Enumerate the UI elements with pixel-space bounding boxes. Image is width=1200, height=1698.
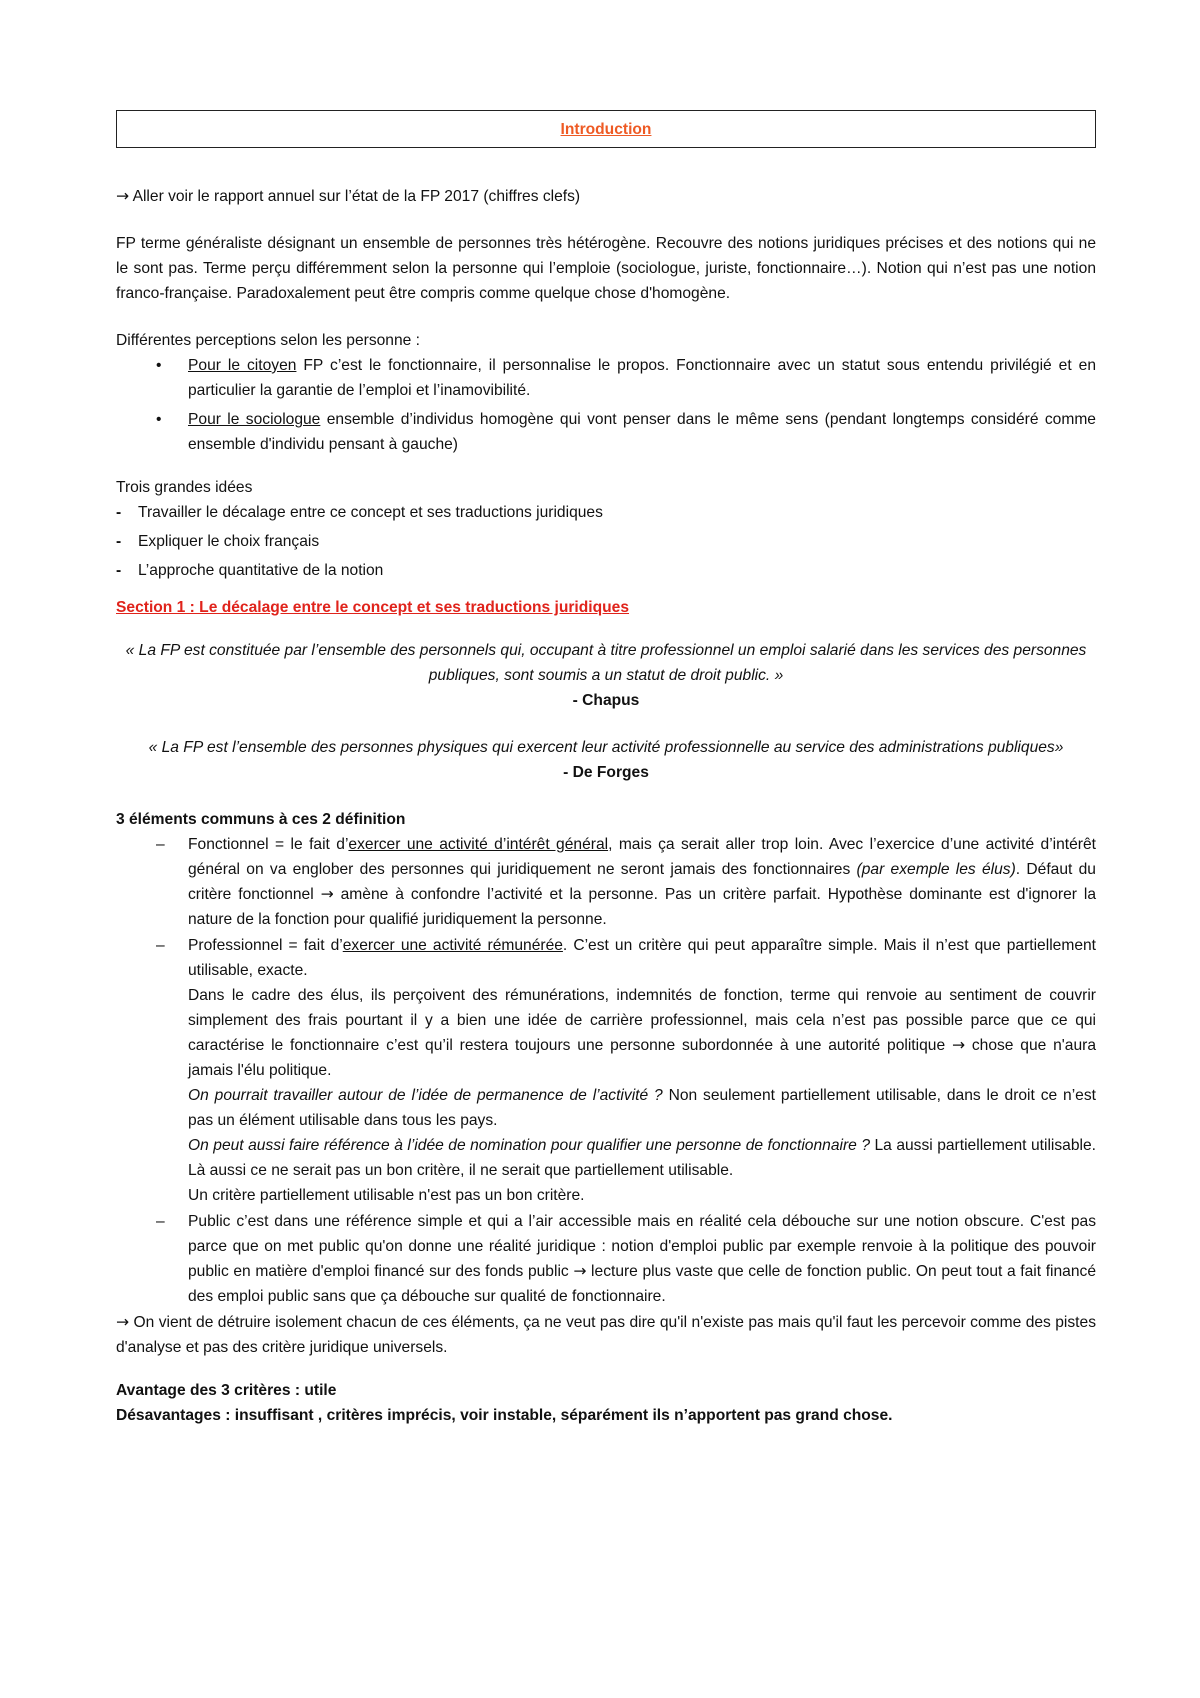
quote-de-forges: « La FP est l’ensemble des personnes physiques qui exercent leur activité professionnelle au service des administrations publiques» (148, 739, 1064, 756)
criterion-text: . Défaut du critère fonctionnel (188, 861, 1096, 903)
ideas-list (116, 500, 1096, 583)
arrow-right-icon: → (116, 187, 130, 205)
quote-chapus: « La FP est constituée par l’ensemble des personnels qui, occupant à titre professionnel un emploi salarié dans les services des personnes publiques, sont soumis a un statut de droit public. » (125, 642, 1087, 684)
dash-icon: - (116, 533, 122, 550)
criterion-text: Dans le cadre des élus, ils perçoivent des rémunérations, indemnités de fonction, terme qui renvoie au sentiment de couvrir simplement des frais pourtant il y a bien une idée de carrière professionnel, mais cela n’est pas possible parce que ce qui caractérise le fonctionnaire c’est qu’il restera toujours une personne subordonnée à une autorité politique (188, 987, 1096, 1054)
elements-list (116, 832, 1096, 1309)
criterion-italic: On peut aussi faire référence à l’idée de nomination pour qualifier une personne de fonctionnaire ? (188, 1137, 870, 1154)
perceptions-heading: Différentes perceptions selon les personne : (116, 332, 420, 349)
dash-icon: - (116, 562, 122, 579)
criterion-text: Non seulement partiellement utilisable, dans le droit ce n’est pas un élément utilisable dans tous les pays. (188, 1087, 1096, 1129)
arrow-right-icon: → (116, 1313, 130, 1331)
criterion-text: . C’est un critère qui peut apparaître simple. Mais il n’est que partiellement utilisable, exacte. (188, 937, 1096, 979)
fp-definition-paragraph: FP terme généraliste désignant un ensemble de personnes très hétérogène. Recouvre des notions juridiques précises et des notions qui ne le sont pas. Terme perçu différemment selon la personne qui l’emploie (sociologue, juriste, fonctionnaire…). Notion qui n’est pas une notion franco-française. Paradoxalement peut être compris comme quelque chose d'homogène. (116, 235, 1096, 302)
quote-author: - De Forges (563, 764, 649, 781)
arrow-right-icon: → (573, 1262, 587, 1280)
perception-text: ensemble d’individus homogène qui vont penser dans le même sens (pendant longtemps considéré comme ensemble d'individu pensant à gauche) (188, 411, 1096, 453)
list-item (116, 832, 1096, 932)
perception-text: FP c’est le fonctionnaire, il personnalise le propos. Fonctionnaire avec un statut sous entendu privilégié et en particulier la garantie de l’emploi et l’inamovibilité. (188, 357, 1096, 399)
document-content (116, 110, 1096, 1428)
report-reference (116, 184, 1096, 209)
desavantages-line: Désavantages : insuffisant , critères imprécis, voir instable, séparément ils n’apportent pas grand chose. (116, 1407, 893, 1424)
criterion-underlined: exercer une activité rémunérée (342, 937, 563, 954)
idea-text: Expliquer le choix français (138, 533, 320, 550)
criterion-text: lecture plus vaste que celle de fonction public. On peut tout a fait financé des emploi public sans que ça débouche sur qualité de fonctionnaire. (188, 1263, 1096, 1305)
list-item (116, 500, 1096, 525)
bullet-icon: • (156, 357, 162, 374)
conclusion-paragraph (116, 1310, 1096, 1360)
list-item (116, 933, 1096, 1208)
criterion-text: chose que n'aura jamais l'élu politique. (188, 1037, 1096, 1079)
criterion-text: amène à confondre l’activité et la personne. Pas un critère parfait. Hypothèse dominante est d'ignorer la nature de la fonction pour qualifié juridiquement la personne. (188, 886, 1097, 928)
criterion-italic: (par exemple les élus) (856, 861, 1016, 878)
quote-author: - Chapus (572, 692, 640, 709)
title-box (116, 110, 1096, 148)
criterion-italic: On pourrait travailler autour de l’idée de permanence de l’activité ? (188, 1087, 663, 1104)
list-item (116, 529, 1096, 554)
perception-lead: Pour le citoyen (188, 357, 297, 374)
arrow-right-icon: → (951, 1036, 966, 1054)
page-title: Introduction (560, 120, 652, 138)
list-item (116, 558, 1096, 583)
list-item (116, 407, 1096, 457)
list-item (116, 1209, 1096, 1309)
criterion-underlined: exercer une activité d’intérêt général (348, 836, 609, 853)
idea-text: Travailler le décalage entre ce concept et ses traductions juridiques (138, 504, 603, 521)
report-text: Aller voir le rapport annuel sur l’état de la FP 2017 (chiffres clefs) (132, 188, 581, 205)
section-title: Section 1 : Le décalage entre le concept et ses traductions juridiques (116, 599, 630, 616)
criterion-text: Professionnel = fait d’ (188, 937, 343, 954)
criterion-text: La aussi partiellement utilisable. Là aussi ce ne serait pas un bon critère, il ne serait que partiellement utilisable. (188, 1137, 1096, 1179)
criterion-text: , mais ça serait aller trop loin. Avec l’exercice d’une activité d’intérêt général on va englober des personnes qui juridiquement ne seront jamais des fonctionnaires (188, 836, 1096, 878)
criterion-text: Un critère partiellement utilisable n'est pas un bon critère. (188, 1187, 585, 1204)
dash-icon: – (156, 1213, 165, 1230)
perception-lead: Pour le sociologue (188, 411, 321, 428)
list-item (116, 353, 1096, 403)
dash-icon: – (156, 937, 165, 954)
avantage-line: Avantage des 3 critères : utile (116, 1382, 337, 1399)
ideas-heading: Trois grandes idées (116, 479, 253, 496)
idea-text: L’approche quantitative de la notion (138, 562, 384, 579)
criterion-text: Fonctionnel = le fait d’ (188, 836, 349, 853)
bullet-icon: • (156, 411, 162, 428)
perceptions-list (116, 353, 1096, 457)
arrow-right-icon: → (320, 885, 334, 903)
elements-heading: 3 éléments communs à ces 2 définition (116, 811, 406, 828)
criterion-text: Public c’est dans une référence simple et qui a l’air accessible mais en réalité cela débouche sur une notion obscure. C'est pas parce que on met public qu'on donne une réalité juridique : notion d'emploi public par exemple renvoie à la politique des pouvoir public en matière d'emploi financé sur des fonds public (188, 1213, 1096, 1280)
dash-icon: – (156, 836, 165, 853)
conclusion-text: On vient de détruire isolement chacun de ces éléments, ça ne veut pas dire qu'il n'existe pas mais qu'il faut les percevoir comme des pistes d'analyse et pas des critère juridique universels. (116, 1314, 1096, 1356)
dash-icon: - (116, 504, 122, 521)
